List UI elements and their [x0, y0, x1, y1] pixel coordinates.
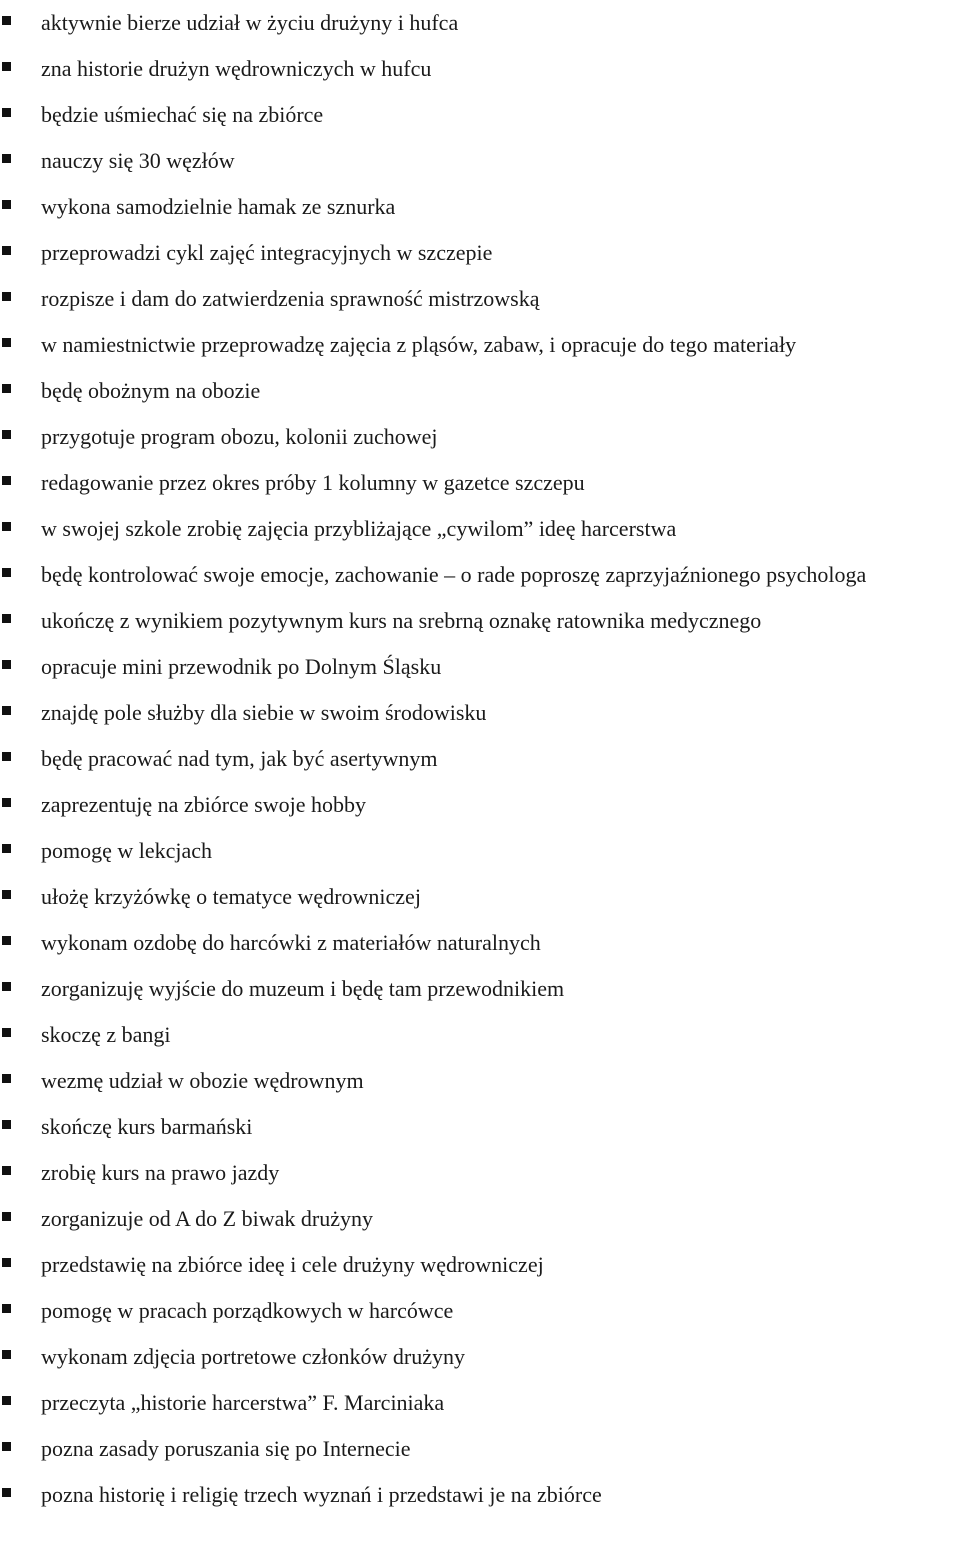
list-item [0, 276, 960, 322]
list-item-text: aktywnie bierze udział w życiu drużyny i hufca [41, 10, 459, 35]
square-bullet-icon [2, 568, 11, 577]
list-item-text: skończę kurs barmański [41, 1114, 253, 1139]
square-bullet-icon [2, 62, 11, 71]
square-bullet-icon [2, 16, 11, 25]
list-item-text: wykonam zdjęcia portretowe członków drużyny [41, 1344, 465, 1369]
list-item [0, 506, 960, 552]
list-item-text: będzie uśmiechać się na zbiórce [41, 102, 324, 127]
square-bullet-icon [2, 292, 11, 301]
list-item-text: skoczę z bangi [41, 1022, 171, 1047]
square-bullet-icon [2, 338, 11, 347]
list-item-text: w namiestnictwie przeprowadzę zajęcia z pląsów, zabaw, i opracuje do tego materiały [41, 332, 797, 357]
list-item [0, 184, 960, 230]
square-bullet-icon [2, 1074, 11, 1083]
list-item [0, 322, 960, 368]
list-item [0, 46, 960, 92]
square-bullet-icon [2, 1166, 11, 1175]
list-item [0, 138, 960, 184]
list-item-text: ułożę krzyżówkę o tematyce wędrowniczej [41, 884, 421, 909]
square-bullet-icon [2, 246, 11, 255]
square-bullet-icon [2, 1120, 11, 1129]
list-item-text: wykona samodzielnie hamak ze sznurka [41, 194, 396, 219]
square-bullet-icon [2, 200, 11, 209]
list-item-text: w swojej szkole zrobię zajęcia przybliżające „cywilom” ideę harcerstwa [41, 516, 677, 541]
list-item [0, 1472, 960, 1518]
list-item-text: rozpisze i dam do zatwierdzenia sprawność mistrzowską [41, 286, 540, 311]
square-bullet-icon [2, 522, 11, 531]
square-bullet-icon [2, 1396, 11, 1405]
square-bullet-icon [2, 384, 11, 393]
square-bullet-icon [2, 1304, 11, 1313]
list-item [0, 782, 960, 828]
list-item-text: przeprowadzi cykl zajęć integracyjnych w szczepie [41, 240, 493, 265]
list-item-text: redagowanie przez okres próby 1 kolumny w gazetce szczepu [41, 470, 585, 495]
square-bullet-icon [2, 844, 11, 853]
square-bullet-icon [2, 798, 11, 807]
list-item-text: zorganizuję wyjście do muzeum i będę tam przewodnikiem [41, 976, 565, 1001]
list-item [0, 92, 960, 138]
square-bullet-icon [2, 706, 11, 715]
list-item [0, 230, 960, 276]
list-item-text: zna historie drużyn wędrowniczych w hufcu [41, 56, 432, 81]
list-item [0, 1012, 960, 1058]
list-item [0, 1104, 960, 1150]
list-item [0, 368, 960, 414]
list-item-text: będę obożnym na obozie [41, 378, 261, 403]
square-bullet-icon [2, 752, 11, 761]
list-item [0, 414, 960, 460]
list-item [0, 598, 960, 644]
list-item-text: pozna historię i religię trzech wyznań i przedstawi je na zbiórce [41, 1482, 602, 1507]
list-item [0, 1380, 960, 1426]
square-bullet-icon [2, 936, 11, 945]
list-item [0, 828, 960, 874]
list-item-text: przedstawię na zbiórce ideę i cele drużyny wędrowniczej [41, 1252, 544, 1277]
square-bullet-icon [2, 1028, 11, 1037]
square-bullet-icon [2, 1350, 11, 1359]
square-bullet-icon [2, 1442, 11, 1451]
list-item-text: przeczyta „historie harcerstwa” F. Marciniaka [41, 1390, 445, 1415]
list-item [0, 1058, 960, 1104]
square-bullet-icon [2, 430, 11, 439]
list-item-text: pozna zasady poruszania się po Internecie [41, 1436, 411, 1461]
square-bullet-icon [2, 476, 11, 485]
list-item-text: znajdę pole służby dla siebie w swoim środowisku [41, 700, 487, 725]
square-bullet-icon [2, 1488, 11, 1497]
square-bullet-icon [2, 890, 11, 899]
list-item-text: zorganizuje od A do Z biwak drużyny [41, 1206, 373, 1231]
list-item [0, 1426, 960, 1472]
square-bullet-icon [2, 660, 11, 669]
square-bullet-icon [2, 108, 11, 117]
square-bullet-icon [2, 982, 11, 991]
list-item [0, 966, 960, 1012]
square-bullet-icon [2, 614, 11, 623]
list-item [0, 1242, 960, 1288]
list-item [0, 0, 960, 46]
list-item-text: będę pracować nad tym, jak być asertywnym [41, 746, 438, 771]
list-item [0, 552, 921, 598]
list-item [0, 920, 960, 966]
list-item [0, 1334, 960, 1380]
list-item [0, 644, 960, 690]
list-item-text: zrobię kurs na prawo jazdy [41, 1160, 280, 1185]
list-item [0, 690, 960, 736]
list-item-text: będę kontrolować swoje emocje, zachowanie – o rade poproszę zaprzyjaźnionego psychologa [41, 562, 867, 587]
list-item-text: zaprezentuję na zbiórce swoje hobby [41, 792, 366, 817]
list-item [0, 1196, 960, 1242]
list-item [0, 460, 960, 506]
list-item-text: pomogę w lekcjach [41, 838, 213, 863]
list-item [0, 1288, 960, 1334]
list-item [0, 1150, 960, 1196]
list-item-text: wykonam ozdobę do harcówki z materiałów naturalnych [41, 930, 541, 955]
square-bullet-icon [2, 154, 11, 163]
square-bullet-icon [2, 1258, 11, 1267]
list-item [0, 874, 960, 920]
list-item-text: przygotuje program obozu, kolonii zuchowej [41, 424, 438, 449]
list-item-text: nauczy się 30 węzłów [41, 148, 235, 173]
list-item-text: wezmę udział w obozie wędrownym [41, 1068, 364, 1093]
list-item-text: pomogę w pracach porządkowych w harcówce [41, 1298, 454, 1323]
list-item-text: opracuje mini przewodnik po Dolnym Śląsku [41, 654, 442, 679]
square-bullet-icon [2, 1212, 11, 1221]
list-item [0, 736, 960, 782]
list-item-text: ukończę z wynikiem pozytywnym kurs na srebrną oznakę ratownika medycznego [41, 608, 762, 633]
